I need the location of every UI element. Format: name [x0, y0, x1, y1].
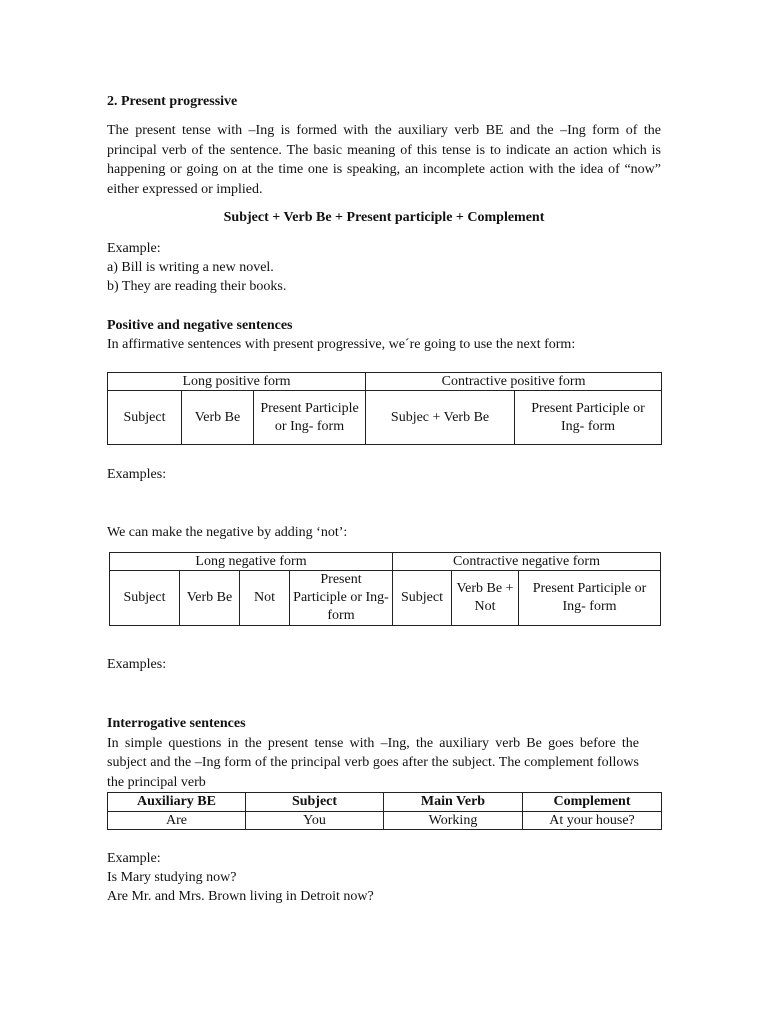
final-example-label: Example:	[107, 851, 161, 866]
cell-present-participle-contractive: Present Participle or Ing- form	[519, 571, 661, 626]
long-positive-header: Long positive form	[108, 373, 366, 391]
cell-subject-contractive: Subject	[393, 571, 452, 626]
final-example-1: Is Mary studying now?	[107, 870, 237, 885]
negative-intro: We can make the negative by adding ‘not’:	[107, 525, 348, 540]
header-auxiliary-be: Auxiliary BE	[108, 793, 246, 812]
interrogative-heading: Interrogative sentences	[107, 716, 246, 731]
cell-present-participle: Present Participle or Ing- form	[290, 571, 393, 626]
cell-subject: Subject	[108, 391, 182, 445]
cell-present-participle: Present Participle or Ing- form	[254, 391, 366, 445]
interrogative-intro: In simple questions in the present tense with –Ing, the auxiliary verb Be goes before the subject and the –Ing form of the principal verb goes after the subject. The complement follows the principal verb	[107, 736, 639, 790]
formula: Subject + Verb Be + Present participle + Complement	[223, 210, 545, 225]
section-title: 2. Present progressive	[107, 94, 238, 109]
example-label: Example:	[107, 241, 161, 256]
cell-subject-verb-be: Subjec + Verb Be	[366, 391, 515, 445]
cell-verb-be-not: Verb Be + Not	[452, 571, 519, 626]
cell-are: Are	[108, 812, 246, 830]
cell-working: Working	[384, 812, 523, 830]
cell-you: You	[246, 812, 384, 830]
examples-label-negative: Examples:	[107, 657, 167, 672]
final-example-2: Are Mr. and Mrs. Brown living in Detroit now?	[107, 889, 374, 904]
positive-form-table	[107, 372, 662, 445]
question-form-table	[107, 792, 662, 830]
long-negative-header: Long negative form	[110, 553, 393, 571]
header-main-verb: Main Verb	[384, 793, 523, 812]
header-complement: Complement	[523, 793, 662, 812]
intro-paragraph: The present tense with –Ing is formed with the auxiliary verb BE and the –Ing form of the principal verb of the sentence. The basic meaning of this tense is to indicate an action which is happening or going on at the time one is speaking, an incomplete action with the idea of “now” either expressed or implied.	[107, 123, 661, 197]
contractive-positive-header: Contractive positive form	[366, 373, 662, 391]
cell-verb-be: Verb Be	[182, 391, 254, 445]
positive-negative-heading: Positive and negative sentences	[107, 318, 293, 333]
positive-negative-intro: In affirmative sentences with present progressive, we´re going to use the next form:	[107, 337, 576, 352]
cell-verb-be: Verb Be	[180, 571, 240, 626]
header-subject: Subject	[246, 793, 384, 812]
cell-not: Not	[240, 571, 290, 626]
cell-subject: Subject	[110, 571, 180, 626]
cell-present-participle-contractive: Present Participle or Ing- form	[515, 391, 662, 445]
examples-label-positive: Examples:	[107, 467, 167, 482]
cell-at-your-house: At your house?	[523, 812, 662, 830]
example-a: a) Bill is writing a new novel.	[107, 260, 274, 275]
contractive-negative-header: Contractive negative form	[393, 553, 661, 571]
negative-form-table	[109, 552, 661, 626]
example-b: b) They are reading their books.	[107, 279, 287, 294]
